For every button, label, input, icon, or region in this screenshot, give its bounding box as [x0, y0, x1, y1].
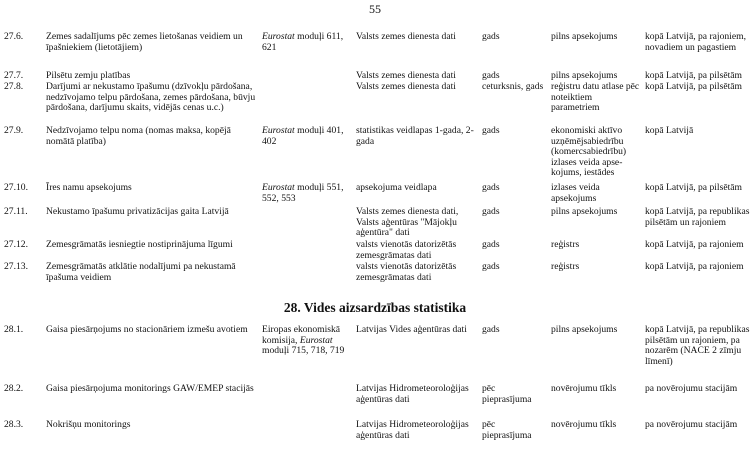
item-coverage: novērojumu tīkls: [551, 383, 617, 394]
source-eurostat: Eurostat: [262, 182, 295, 193]
item-number: 27.10.: [4, 182, 28, 193]
source-modules: moduļi 401, 402: [262, 125, 344, 147]
item-title: Zemesgrāmatās iesniegtie nostiprinājuma līgumi: [46, 239, 233, 250]
item-title: Zemes sadalījums pēc zemes lietošanas veidiem un īpašniekiem (lietotājiem): [46, 31, 243, 53]
item-title: Darījumi ar nekustamo īpašumu (dzīvokļu pārdošana, nedzīvojamo telpu pārdošana, zemes pārdošana, būvju pārdošana, darījumu skaits, vidējās cenas u.c.): [46, 81, 256, 114]
item-detail-level: kopā Latvijā, pa rajoniem, novadiem un pagastiem: [645, 31, 746, 53]
item-data-form: Latvijas Hidrometeoroloģijas aģentūras dati: [356, 419, 469, 441]
source-modules: moduļi 715, 718, 719: [262, 345, 345, 357]
item-number: 27.7.: [4, 70, 24, 81]
item-title: Gaisa piesārņojuma monitorings GAW/EMEP stacijās: [46, 383, 254, 394]
item-detail-level: pa novērojumu stacijām: [645, 419, 738, 430]
item-detail-level: kopā Latvijā, pa pilsētām: [645, 81, 742, 92]
item-title: Nokrišņu monitorings: [46, 419, 131, 430]
item-data-form: valsts vienotās datorizētās zemesgrāmatas dati: [356, 261, 457, 283]
item-data-form: Valsts zemes dienesta dati: [356, 70, 456, 81]
item-coverage: reģistrs: [551, 239, 580, 250]
item-data-form: apsekojuma veidlapa: [356, 182, 437, 193]
item-detail-level: kopā Latvijā: [645, 125, 694, 136]
item-title: Īres namu apsekojums: [46, 182, 132, 193]
item-source: [262, 126, 354, 147]
source-modules: moduļi 611, 621: [262, 31, 344, 53]
item-data-form: valsts vienotās datorizētās zemesgrāmatas dati: [356, 239, 457, 261]
item-frequency: gads: [482, 324, 500, 335]
item-frequency: ceturksnis, gads: [482, 81, 544, 92]
section-heading: 28. Vides aizsardzības statistika: [283, 300, 467, 315]
source-eurostat: Eurostat: [262, 125, 295, 136]
item-coverage: reģistrs: [551, 261, 580, 272]
item-title: Pilsētu zemju platības: [46, 70, 131, 81]
item-frequency: pēc pieprasījuma: [482, 419, 532, 441]
item-frequency: gads: [482, 125, 500, 136]
item-frequency: gads: [482, 31, 500, 42]
item-number: 28.2.: [4, 383, 24, 394]
item-frequency: gads: [482, 182, 500, 193]
item-title: Zemesgrāmatās atklātie nodalījumi pa nekustamā īpašuma veidiem: [46, 261, 236, 283]
item-frequency: gads: [482, 70, 500, 81]
item-coverage: pilns apsekojums: [551, 31, 618, 42]
item-frequency: gads: [482, 261, 500, 272]
item-detail-level: kopā Latvijā, pa rajoniem: [645, 261, 744, 272]
item-number: 27.6.: [4, 31, 24, 42]
item-coverage: pilns apsekojums: [551, 70, 618, 81]
item-data-form: Latvijas Vides aģentūras dati: [356, 324, 467, 335]
item-detail-level: kopā Latvijā, pa republikas pilsētām un rajoniem, pa nozarēm (NACE 2 zīmju līmenī): [645, 324, 750, 367]
source-commission: Eiropas ekonomiskā komisija,: [262, 324, 341, 346]
item-detail-level: kopā Latvijā, pa pilsētām: [645, 182, 742, 193]
item-data-form: statistikas veidlapas 1-gada, 2-gada: [356, 125, 474, 147]
source-eurostat: Eurostat: [299, 334, 333, 346]
item-detail-level: kopā Latvijā, pa republikas pilsētām un rajoniem: [645, 206, 750, 228]
item-number: 27.12.: [4, 239, 28, 250]
item-title: Nedzīvojamo telpu noma (nomas maksa, kopējā nomātā platība): [46, 125, 231, 147]
item-source: [262, 183, 354, 204]
item-data-form: Valsts zemes dienesta dati, Valsts aģentūras "Mājokļu aģentūra" dati: [356, 206, 459, 239]
source-eurostat: Eurostat: [262, 31, 295, 42]
item-coverage: reģistru datu atlase pēc noteiktiem parametriem: [551, 81, 640, 114]
item-data-form: Latvijas Hidrometeoroloģijas aģentūras dati: [356, 383, 469, 405]
item-coverage: ekonomiski aktīvo uzņēmējsabiedrību (komercsabiedrību) izlases veida apse-kojums, iestādes: [551, 125, 627, 179]
item-coverage: izlases veida apsekojums: [551, 182, 600, 204]
item-frequency: gads: [482, 206, 500, 217]
item-coverage: pilns apsekojums: [551, 324, 618, 335]
item-number: 27.13.: [4, 261, 28, 272]
item-title: Nekustamo īpašumu privatizācijas gaita Latvijā: [46, 206, 229, 217]
item-title: Gaisa piesārņojums no stacionāriem izmešu avotiem: [46, 324, 248, 335]
item-number: 27.9.: [4, 125, 24, 136]
item-frequency: gads: [482, 239, 500, 250]
item-number: 28.1.: [4, 324, 24, 335]
item-data-form: Valsts zemes dienesta dati: [356, 81, 456, 92]
item-detail-level: kopā Latvijā, pa pilsētām: [645, 70, 742, 81]
item-detail-level: pa novērojumu stacijām: [645, 383, 738, 394]
item-source: [262, 32, 354, 53]
item-number: 27.8.: [4, 81, 24, 92]
item-number: 28.3.: [4, 419, 24, 430]
item-source: [262, 325, 354, 357]
item-data-form: Valsts zemes dienesta dati: [356, 31, 456, 42]
item-detail-level: kopā Latvijā, pa rajoniem: [645, 239, 744, 250]
item-coverage: pilns apsekojums: [551, 206, 618, 217]
item-coverage: novērojumu tīkls: [551, 419, 617, 430]
source-modules: moduļi 551, 552, 553: [262, 182, 344, 204]
page-number: 55: [369, 2, 381, 16]
item-number: 27.11.: [4, 206, 28, 217]
item-frequency: pēc pieprasījuma: [482, 383, 532, 405]
